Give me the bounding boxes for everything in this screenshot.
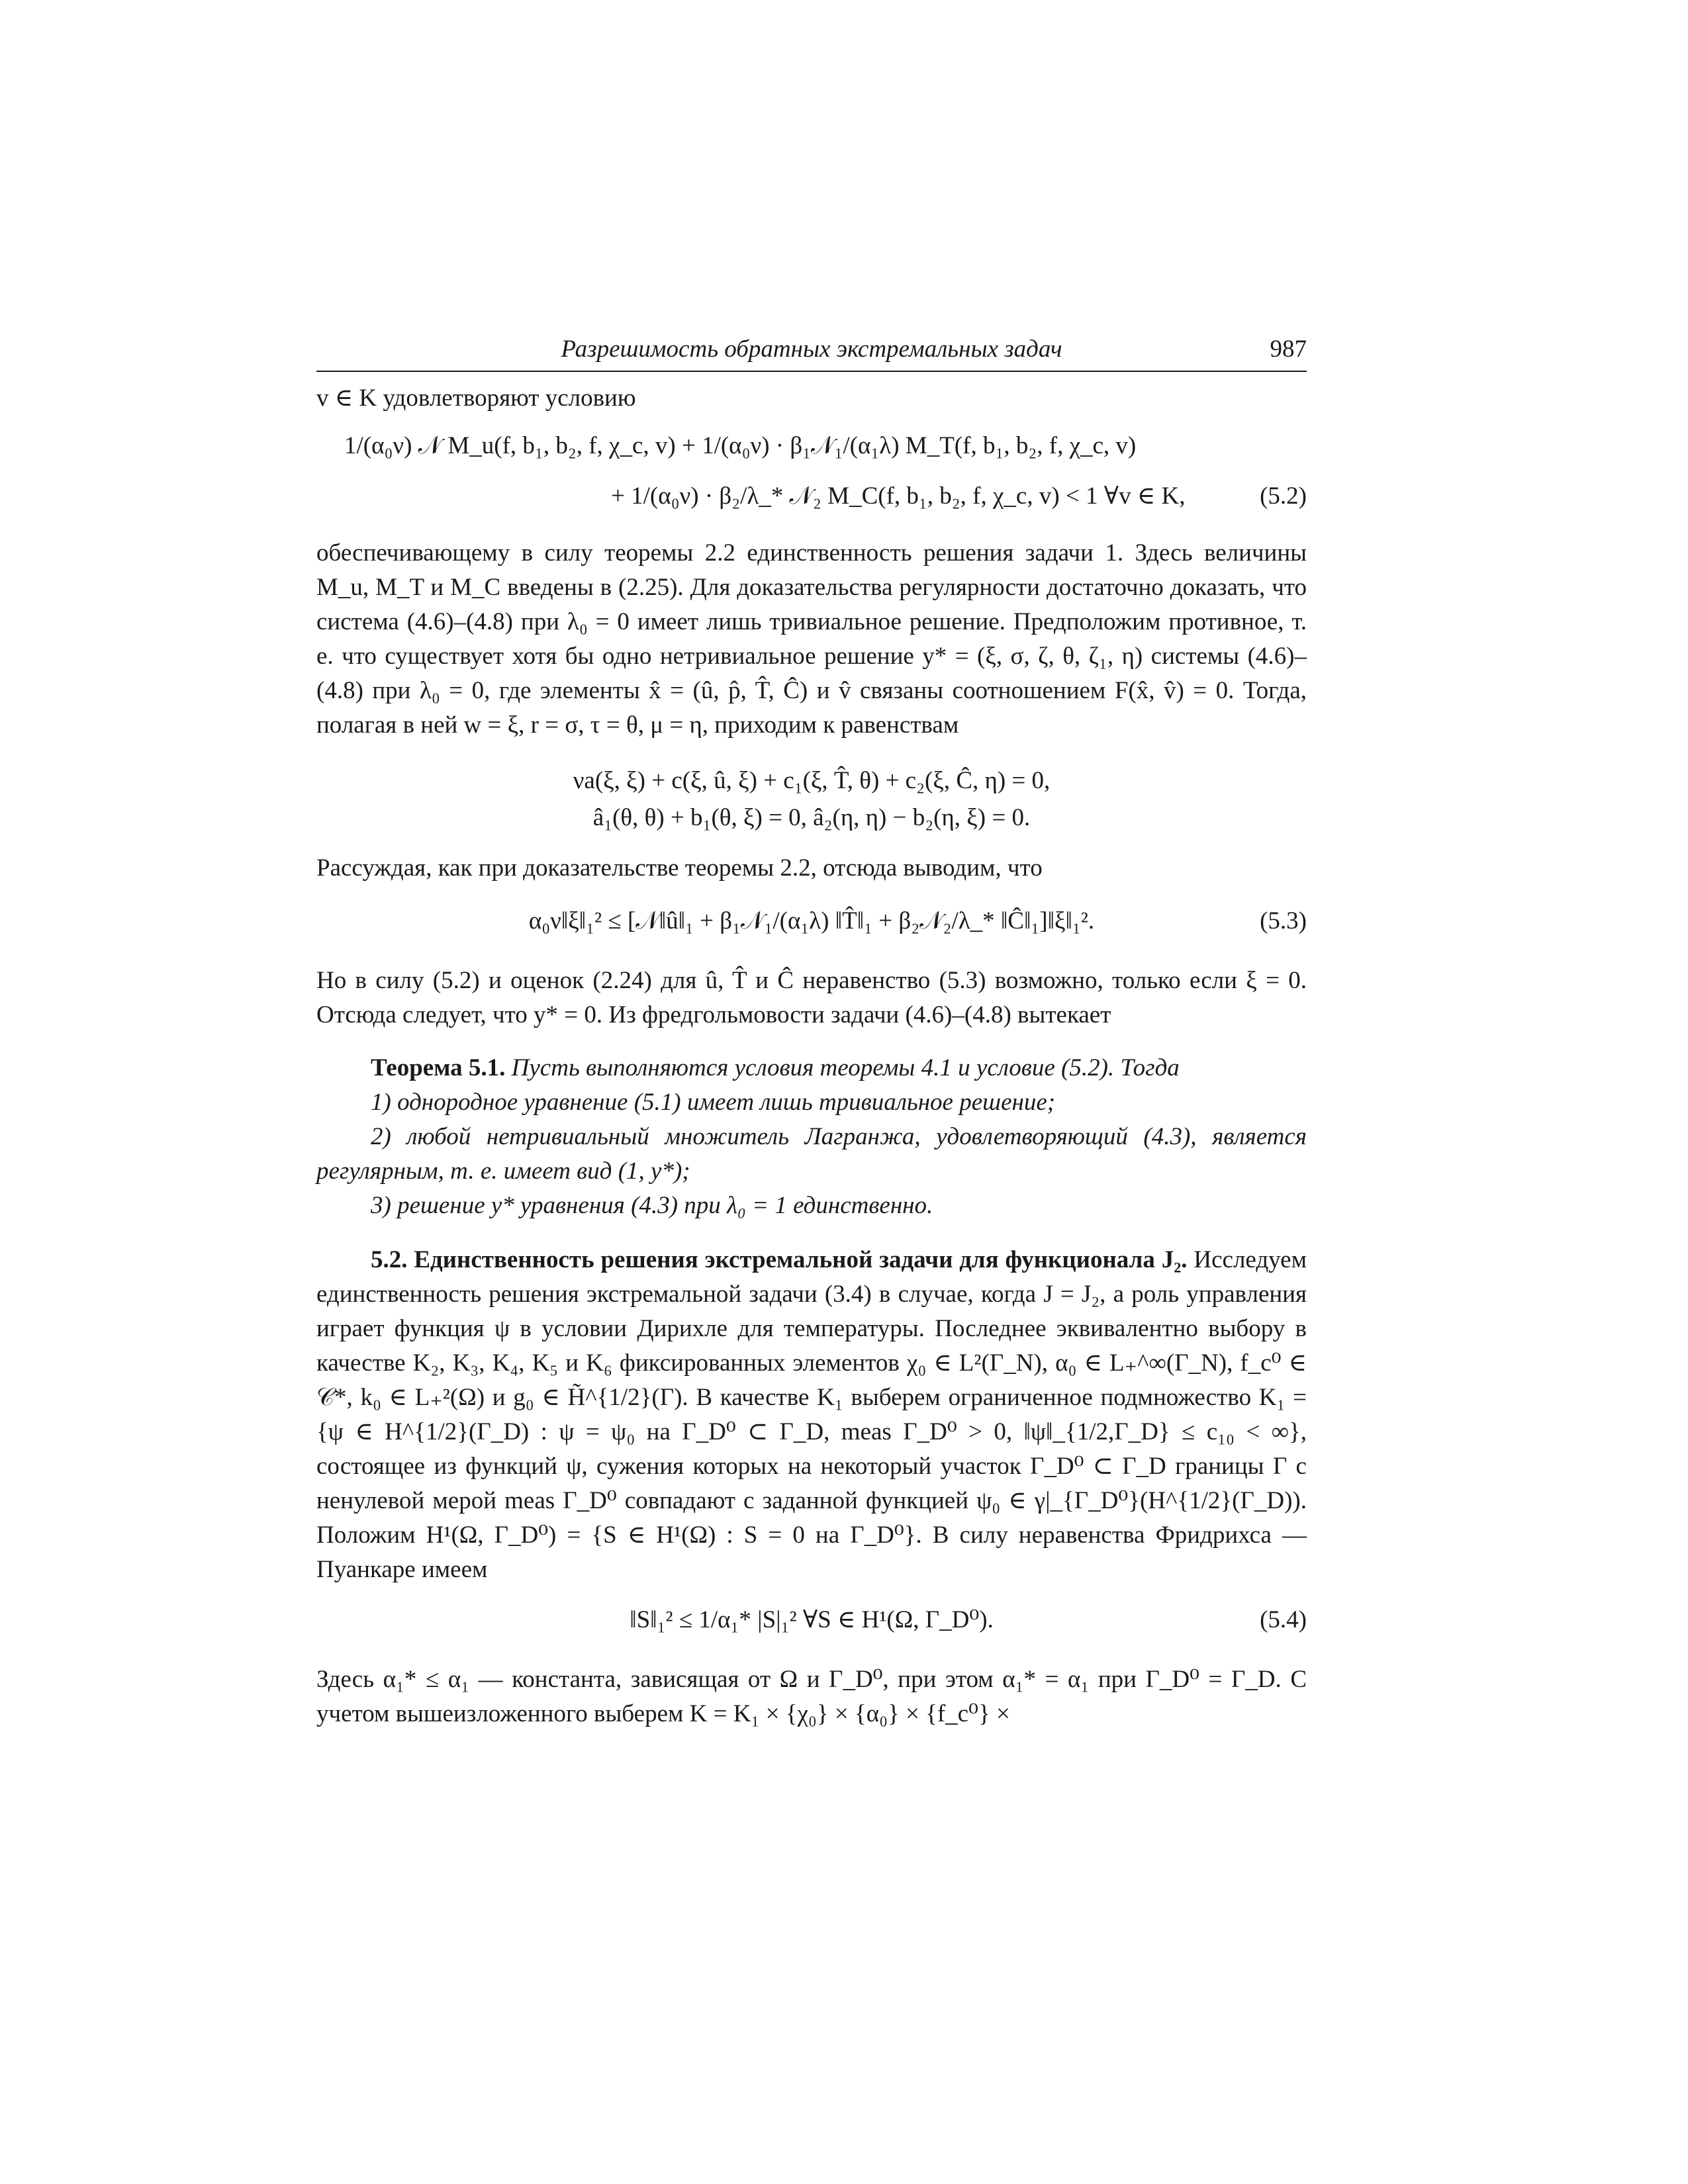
section-heading: 5.2. Единственность решения экстремальной задачи для функционала J₂. bbox=[371, 1246, 1188, 1273]
intro-line: v ∈ K удовлетворяют условию bbox=[316, 385, 636, 412]
paragraph-conclusion: Но в силу (5.2) и оценок (2.24) для û, T̂ и Ĉ неравенство (5.3) возможно, только если ξ = 0. Отсюда следует, что y* = 0. Из фредгольмовости задачи (4.6)–(4.8) вытекает bbox=[316, 967, 1307, 1028]
theorem-item-1: 1) однородное уравнение (5.1) имеет лишь тривиальное решение; bbox=[371, 1089, 1056, 1116]
paragraph-last: Здесь α₁* ≤ α₁ — константа, зависящая от Ω и Γ_D⁰, при этом α₁* = α₁ при Γ_D⁰ = Γ_D. С учетом вышеизложенного выберем K = K₁ × {χ₀} × {α₀} × {f_c⁰} × bbox=[316, 1666, 1307, 1727]
running-title: Разрешимость обратных экстремальных задач bbox=[561, 336, 1062, 363]
equation-5-2 bbox=[316, 428, 1307, 527]
equation-5-3 bbox=[316, 903, 1307, 949]
equation-5-3-body: α₀ν‖ξ‖₁² ≤ [𝒩‖û‖₁ + β₁𝒩₁/(α₁λ) ‖T̂‖₁ + β₂𝒩₂/λ_* ‖Ĉ‖₁]‖ξ‖₁². bbox=[528, 907, 1095, 934]
equation-number-5-2: (5.2) bbox=[1260, 482, 1307, 510]
equation-5-2-line2: + 1/(α₀ν) · β₂/λ_* 𝒩₂ M_C(f, b₁, b₂, f, χ_c, v) < 1 ∀v ∈ K, bbox=[611, 482, 1186, 510]
equation-number-5-3: (5.3) bbox=[1260, 907, 1307, 934]
paragraph-deduce: Рассуждая, как при доказательстве теоремы 2.2, отсюда выводим, что bbox=[316, 854, 1043, 882]
paragraph-regularity: обеспечивающему в силу теоремы 2.2 единственность решения задачи 1. Здесь величины M_u, M_T и M_C введены в (2.25). Для доказательства регулярности достаточно доказать, что система (4.6)–(4.8) при λ₀ = 0 имеет лишь тривиальное решение. Предположим противное, т. е. что существует хотя бы одно нетривиальное решение y* = (ξ, σ, ζ, θ, ζ₁, η) системы (4.6)–(4.8) при λ₀ = 0, где элементы x̂ = (û, p̂, T̂, Ĉ) и v̂ связаны соотношением F(x̂, v̂) = 0. Тогда, полагая в ней w = ξ, r = σ, τ = θ, μ = η, приходим к равенствам bbox=[316, 539, 1307, 739]
equation-number-5-4: (5.4) bbox=[1260, 1606, 1307, 1633]
theorem-item-2: 2) любой нетривиальный множитель Лагранжа, удовлетворяющий (4.3), является регулярным, т. е. имеет вид (1, y*); bbox=[316, 1123, 1307, 1185]
theorem-item-3: 3) решение y* уравнения (4.3) при λ₀ = 1 единственно. bbox=[371, 1192, 933, 1219]
theorem-5-1 bbox=[316, 1051, 1307, 1223]
equation-5-4-body: ‖S‖₁² ≤ 1/α₁* |S|₁² ∀S ∈ H¹(Ω, Γ_D⁰). bbox=[630, 1606, 994, 1633]
section-5-2 bbox=[316, 1243, 1307, 1587]
equation-system-line1: νa(ξ, ξ) + c(ξ, û, ξ) + c₁(ξ, T̂, θ) + c₂(ξ, Ĉ, η) = 0, bbox=[573, 767, 1051, 794]
theorem-label: Теорема 5.1. bbox=[371, 1054, 506, 1081]
equation-5-2-line1: 1/(α₀ν) 𝒩 M_u(f, b₁, b₂, f, χ_c, v) + 1/(α₀ν) · β₁𝒩₁/(α₁λ) M_T(f, b₁, b₂, f, χ_c, v) bbox=[344, 432, 1137, 459]
section-text: Исследуем единственность решения экстремальной задачи (3.4) в случае, когда J = J₂, а роль управления играет функция ψ в условии Дирихле для температуры. Последнее эквивалентно выбору в качестве K₂, K₃, K₄, K₅ и K₆ фиксированных элементов χ₀ ∈ L²(Γ_N), α₀ ∈ L₊^∞(Γ_N), f_c⁰ ∈ 𝒞*, k₀ ∈ L₊²(Ω) и g₀ ∈ H̃^{1/2}(Γ). В качестве K₁ выберем ограниченное подмножество K₁ = {ψ ∈ H^{1/2}(Γ_D) : ψ = ψ₀ на Γ_D⁰ ⊂ Γ_D, meas Γ_D⁰ > 0, ‖ψ‖_{1/2,Γ_D} ≤ c₁₀ < ∞}, состоящее из функций ψ, сужения которых на некоторый участок Γ_D⁰ ⊂ Γ_D границы Γ с ненулевой мерой meas Γ_D⁰ совпадают с заданной функцией ψ₀ ∈ γ|_{Γ_D⁰}(H^{1/2}(Γ_D)). Положим H¹(Ω, Γ_D⁰) = {S ∈ H¹(Ω) : S = 0 на Γ_D⁰}. В силу неравенства Фридрихса — Пуанкаре имеем bbox=[316, 1246, 1307, 1583]
page-number: 987 bbox=[1270, 336, 1307, 363]
theorem-statement bbox=[316, 1051, 1307, 1085]
page bbox=[316, 331, 1307, 1731]
equation-5-4 bbox=[316, 1602, 1307, 1648]
running-header bbox=[316, 331, 1307, 372]
equation-system-line2: â₁(θ, θ) + b₁(θ, ξ) = 0, â₂(η, η) − b₂(η, ξ) = 0. bbox=[592, 804, 1031, 831]
theorem-text: Пусть выполняются условия теоремы 4.1 и условие (5.2). Тогда bbox=[511, 1054, 1180, 1081]
equation-system bbox=[316, 762, 1307, 837]
